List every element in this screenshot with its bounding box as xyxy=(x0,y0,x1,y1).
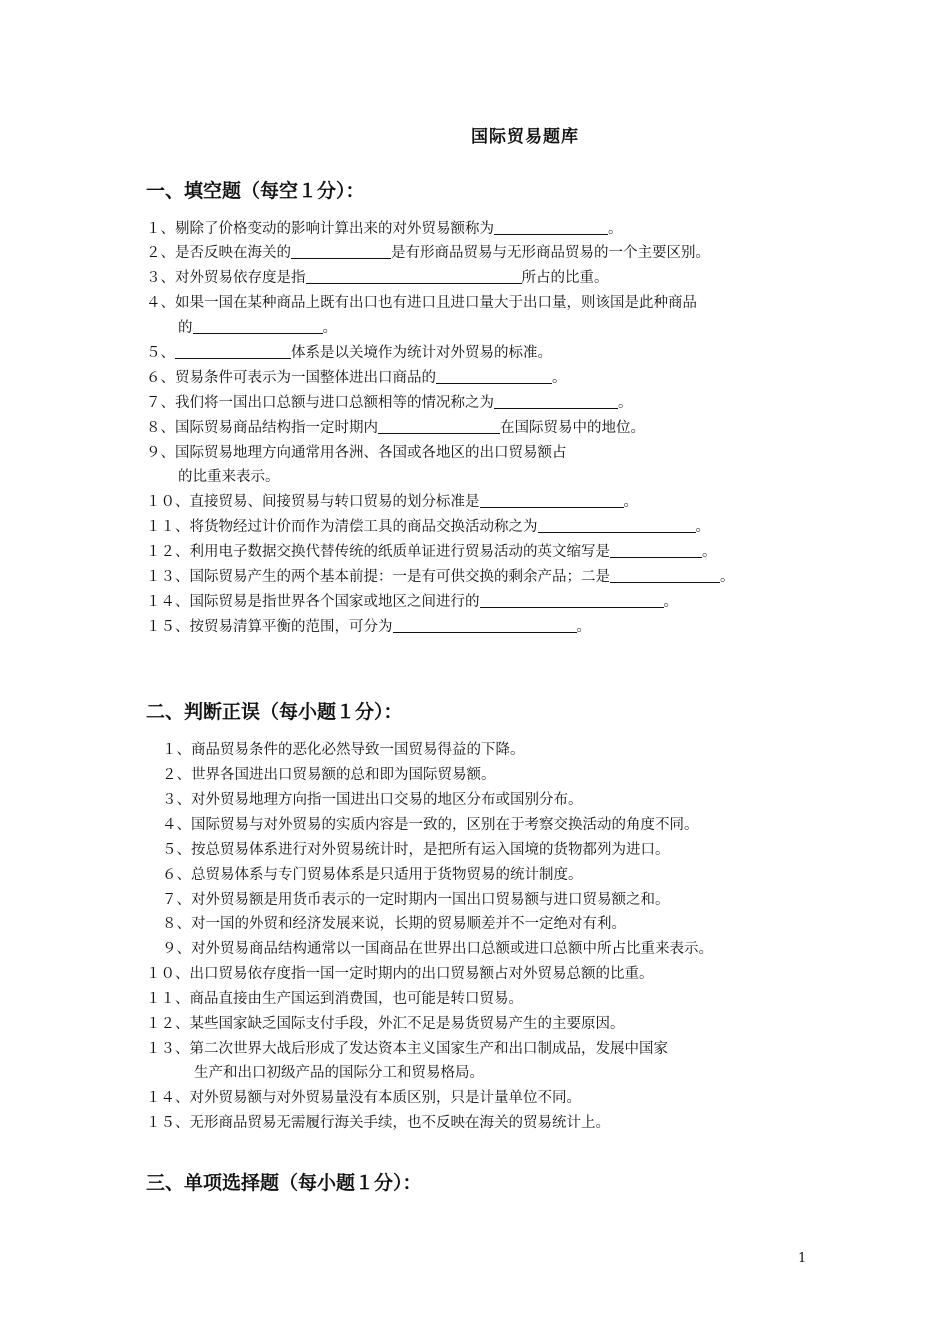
fill-blank-question xyxy=(146,443,567,463)
answer-blank[interactable] xyxy=(494,220,608,235)
fill-blank-question xyxy=(178,318,337,338)
question-number: １４ xyxy=(146,594,175,610)
true-false-question xyxy=(162,815,699,835)
question-number: ２ xyxy=(146,245,161,261)
answer-blank[interactable] xyxy=(610,568,720,583)
question-text: 生产和出口初级产品的国际分工和贸易格局。 xyxy=(194,1065,484,1081)
question-text: 、贸易条件可表示为一国整体进出口商品的 xyxy=(160,370,436,386)
fill-blank-question xyxy=(146,268,609,288)
true-false-question xyxy=(162,890,670,910)
question-number: １０ xyxy=(146,966,175,982)
answer-blank[interactable] xyxy=(480,493,624,508)
document-title: 国际贸易题库 xyxy=(471,127,579,147)
question-text: 、某些国家缺乏国际支付手段，外汇不足是易货贸易产生的主要原因。 xyxy=(175,1016,625,1032)
true-false-question xyxy=(162,914,626,934)
question-text: 、是否反映在海关的 xyxy=(160,245,291,261)
question-number: ７ xyxy=(146,395,161,411)
answer-blank[interactable] xyxy=(480,593,664,608)
true-false-question xyxy=(162,740,525,760)
question-text: 。 xyxy=(608,221,623,237)
question-number: ３ xyxy=(162,792,177,808)
true-false-question xyxy=(146,1014,625,1034)
question-text: 、总贸易体系与专门贸易体系是只适用于货物贸易的统计制度。 xyxy=(176,867,583,883)
fill-blank-question xyxy=(146,418,645,438)
question-text: 、对一国的外贸和经济发展来说，长期的贸易顺差并不一定绝对有利。 xyxy=(176,916,626,932)
section-heading: 三、单项选择题（每小题１分）： xyxy=(146,1172,422,1194)
question-text: 。 xyxy=(695,519,710,535)
question-text: 的 xyxy=(178,320,193,336)
page-number: 1 xyxy=(798,1251,807,1266)
question-text: 、国际贸易是指世界各个国家或地区之间进行的 xyxy=(175,594,480,610)
true-false-question xyxy=(162,790,583,810)
true-false-question xyxy=(162,765,496,785)
answer-blank[interactable] xyxy=(494,394,618,409)
question-number: １２ xyxy=(146,1016,175,1032)
question-number: ３ xyxy=(146,270,161,286)
question-number: ９ xyxy=(162,941,177,957)
question-text: 、按贸易清算平衡的范围，可分为 xyxy=(175,619,393,635)
question-text: 、对外贸易依存度是指 xyxy=(160,270,306,286)
question-text: 、无形商品贸易无需履行海关手续，也不反映在海关的贸易统计上。 xyxy=(175,1115,610,1131)
true-false-question xyxy=(194,1063,484,1083)
question-text: 、按总贸易体系进行对外贸易统计时，是把所有运入国境的货物都列为进口。 xyxy=(176,842,670,858)
question-text: 、将货物经过计价而作为清偿工具的商品交换活动称之为 xyxy=(175,519,538,535)
fill-blank-question xyxy=(146,393,633,413)
true-false-question xyxy=(162,939,713,959)
true-false-question xyxy=(146,964,654,984)
fill-blank-question xyxy=(146,592,678,612)
fill-blank-question xyxy=(146,567,735,587)
question-text: 、国际贸易与对外贸易的实质内容是一致的，区别在于考察交换活动的角度不同。 xyxy=(176,817,699,833)
question-number: ８ xyxy=(162,916,177,932)
question-text: 、出口贸易依存度指一国一定时期内的出口贸易额占对外贸易总额的比重。 xyxy=(175,966,654,982)
question-text: 所占的比重。 xyxy=(521,270,609,286)
answer-blank[interactable] xyxy=(538,518,696,533)
answer-blank[interactable] xyxy=(393,618,577,633)
question-text: 。 xyxy=(702,544,717,560)
question-text: 的比重来表示。 xyxy=(178,469,280,485)
true-false-question xyxy=(162,865,583,885)
fill-blank-question xyxy=(146,343,552,363)
question-text: 、 xyxy=(160,345,175,361)
question-text: 、国际贸易商品结构指一定时期内 xyxy=(160,420,378,436)
question-number: ４ xyxy=(162,817,177,833)
question-text: 。 xyxy=(322,320,337,336)
answer-blank[interactable] xyxy=(193,319,323,334)
question-text: 是有形商品贸易与无形商品贸易的一个主要区别。 xyxy=(391,245,710,261)
question-text: 。 xyxy=(720,569,735,585)
question-text: 、如果一国在某种商品上既有出口也有进口且进口量大于出口量，则该国是此种商品 xyxy=(160,295,697,311)
question-text: 。 xyxy=(618,395,633,411)
question-number: ６ xyxy=(162,867,177,883)
question-number: ９ xyxy=(146,445,161,461)
question-text: 、国际贸易地理方向通常用各洲、各国或各地区的出口贸易额占 xyxy=(160,445,567,461)
question-number: ８ xyxy=(146,420,161,436)
question-text: 、第二次世界大战后形成了发达资本主义国家生产和出口制成品，发展中国家 xyxy=(175,1041,668,1057)
question-text: 、剔除了价格变动的影响计算出来的对外贸易额称为 xyxy=(160,221,494,237)
question-number: １ xyxy=(162,742,177,758)
question-number: １ xyxy=(146,221,161,237)
question-text: 、我们将一国出口总额与进口总额相等的情况称之为 xyxy=(160,395,494,411)
question-number: ５ xyxy=(162,842,177,858)
question-number: １４ xyxy=(146,1090,175,1106)
question-text: 、利用电子数据交换代替传统的纸质单证进行贸易活动的英文缩写是 xyxy=(175,544,610,560)
fill-blank-question xyxy=(146,368,567,388)
question-text: 、商品贸易条件的恶化必然导致一国贸易得益的下降。 xyxy=(176,742,525,758)
question-number: １２ xyxy=(146,544,175,560)
fill-blank-question xyxy=(146,293,697,313)
question-text: 、国际贸易产生的两个基本前提：一是有可供交换的剩余产品；二是 xyxy=(175,569,610,585)
section-heading: 一、填空题（每空１分）： xyxy=(146,180,365,202)
question-number: １３ xyxy=(146,569,175,585)
question-text: 、对外贸易地理方向指一国进出口交易的地区分布或国别分布。 xyxy=(176,792,583,808)
answer-blank[interactable] xyxy=(175,344,291,359)
question-text: 、世界各国进出口贸易额的总和即为国际贸易额。 xyxy=(176,767,496,783)
question-number: ５ xyxy=(146,345,161,361)
answer-blank[interactable] xyxy=(306,269,522,284)
answer-blank[interactable] xyxy=(436,369,552,384)
question-text: 、对外贸易商品结构通常以一国商品在世界出口总额或进口总额中所占比重来表示。 xyxy=(176,941,713,957)
true-false-question xyxy=(146,1113,610,1133)
fill-blank-question xyxy=(146,517,710,537)
question-text: 、对外贸易额是用货币表示的一定时期内一国出口贸易额与进口贸易额之和。 xyxy=(176,892,670,908)
fill-blank-question xyxy=(146,542,717,562)
question-number: １５ xyxy=(146,1115,175,1131)
question-number: １３ xyxy=(146,1041,175,1057)
question-number: １１ xyxy=(146,991,175,1007)
fill-blank-question xyxy=(146,219,623,239)
answer-blank[interactable] xyxy=(378,419,500,434)
question-text: 。 xyxy=(663,594,678,610)
fill-blank-question xyxy=(146,617,591,637)
question-number: ４ xyxy=(146,295,161,311)
true-false-question xyxy=(146,1088,581,1108)
section-heading: 二、判断正误（每小题１分）： xyxy=(146,701,403,723)
true-false-question xyxy=(162,840,670,860)
answer-blank[interactable] xyxy=(291,244,391,259)
fill-blank-question xyxy=(178,467,280,487)
question-text: 、商品直接由生产国运到消费国，也可能是转口贸易。 xyxy=(175,991,523,1007)
true-false-question xyxy=(146,1039,668,1059)
fill-blank-question xyxy=(146,243,710,263)
question-text: 、对外贸易额与对外贸易量没有本质区别，只是计量单位不同。 xyxy=(175,1090,581,1106)
question-text: 。 xyxy=(623,494,638,510)
answer-blank[interactable] xyxy=(610,543,702,558)
question-text: 在国际贸易中的地位。 xyxy=(500,420,645,436)
question-text: 、直接贸易、间接贸易与转口贸易的划分标准是 xyxy=(175,494,480,510)
question-number: ６ xyxy=(146,370,161,386)
question-text: 。 xyxy=(576,619,591,635)
question-number: ７ xyxy=(162,892,177,908)
question-number: １１ xyxy=(146,519,175,535)
question-number: １５ xyxy=(146,619,175,635)
question-number: １０ xyxy=(146,494,175,510)
question-text: 。 xyxy=(552,370,567,386)
true-false-question xyxy=(146,989,523,1009)
fill-blank-question xyxy=(146,492,638,512)
question-number: ２ xyxy=(162,767,177,783)
question-text: 体系是以关境作为统计对外贸易的标准。 xyxy=(291,345,552,361)
